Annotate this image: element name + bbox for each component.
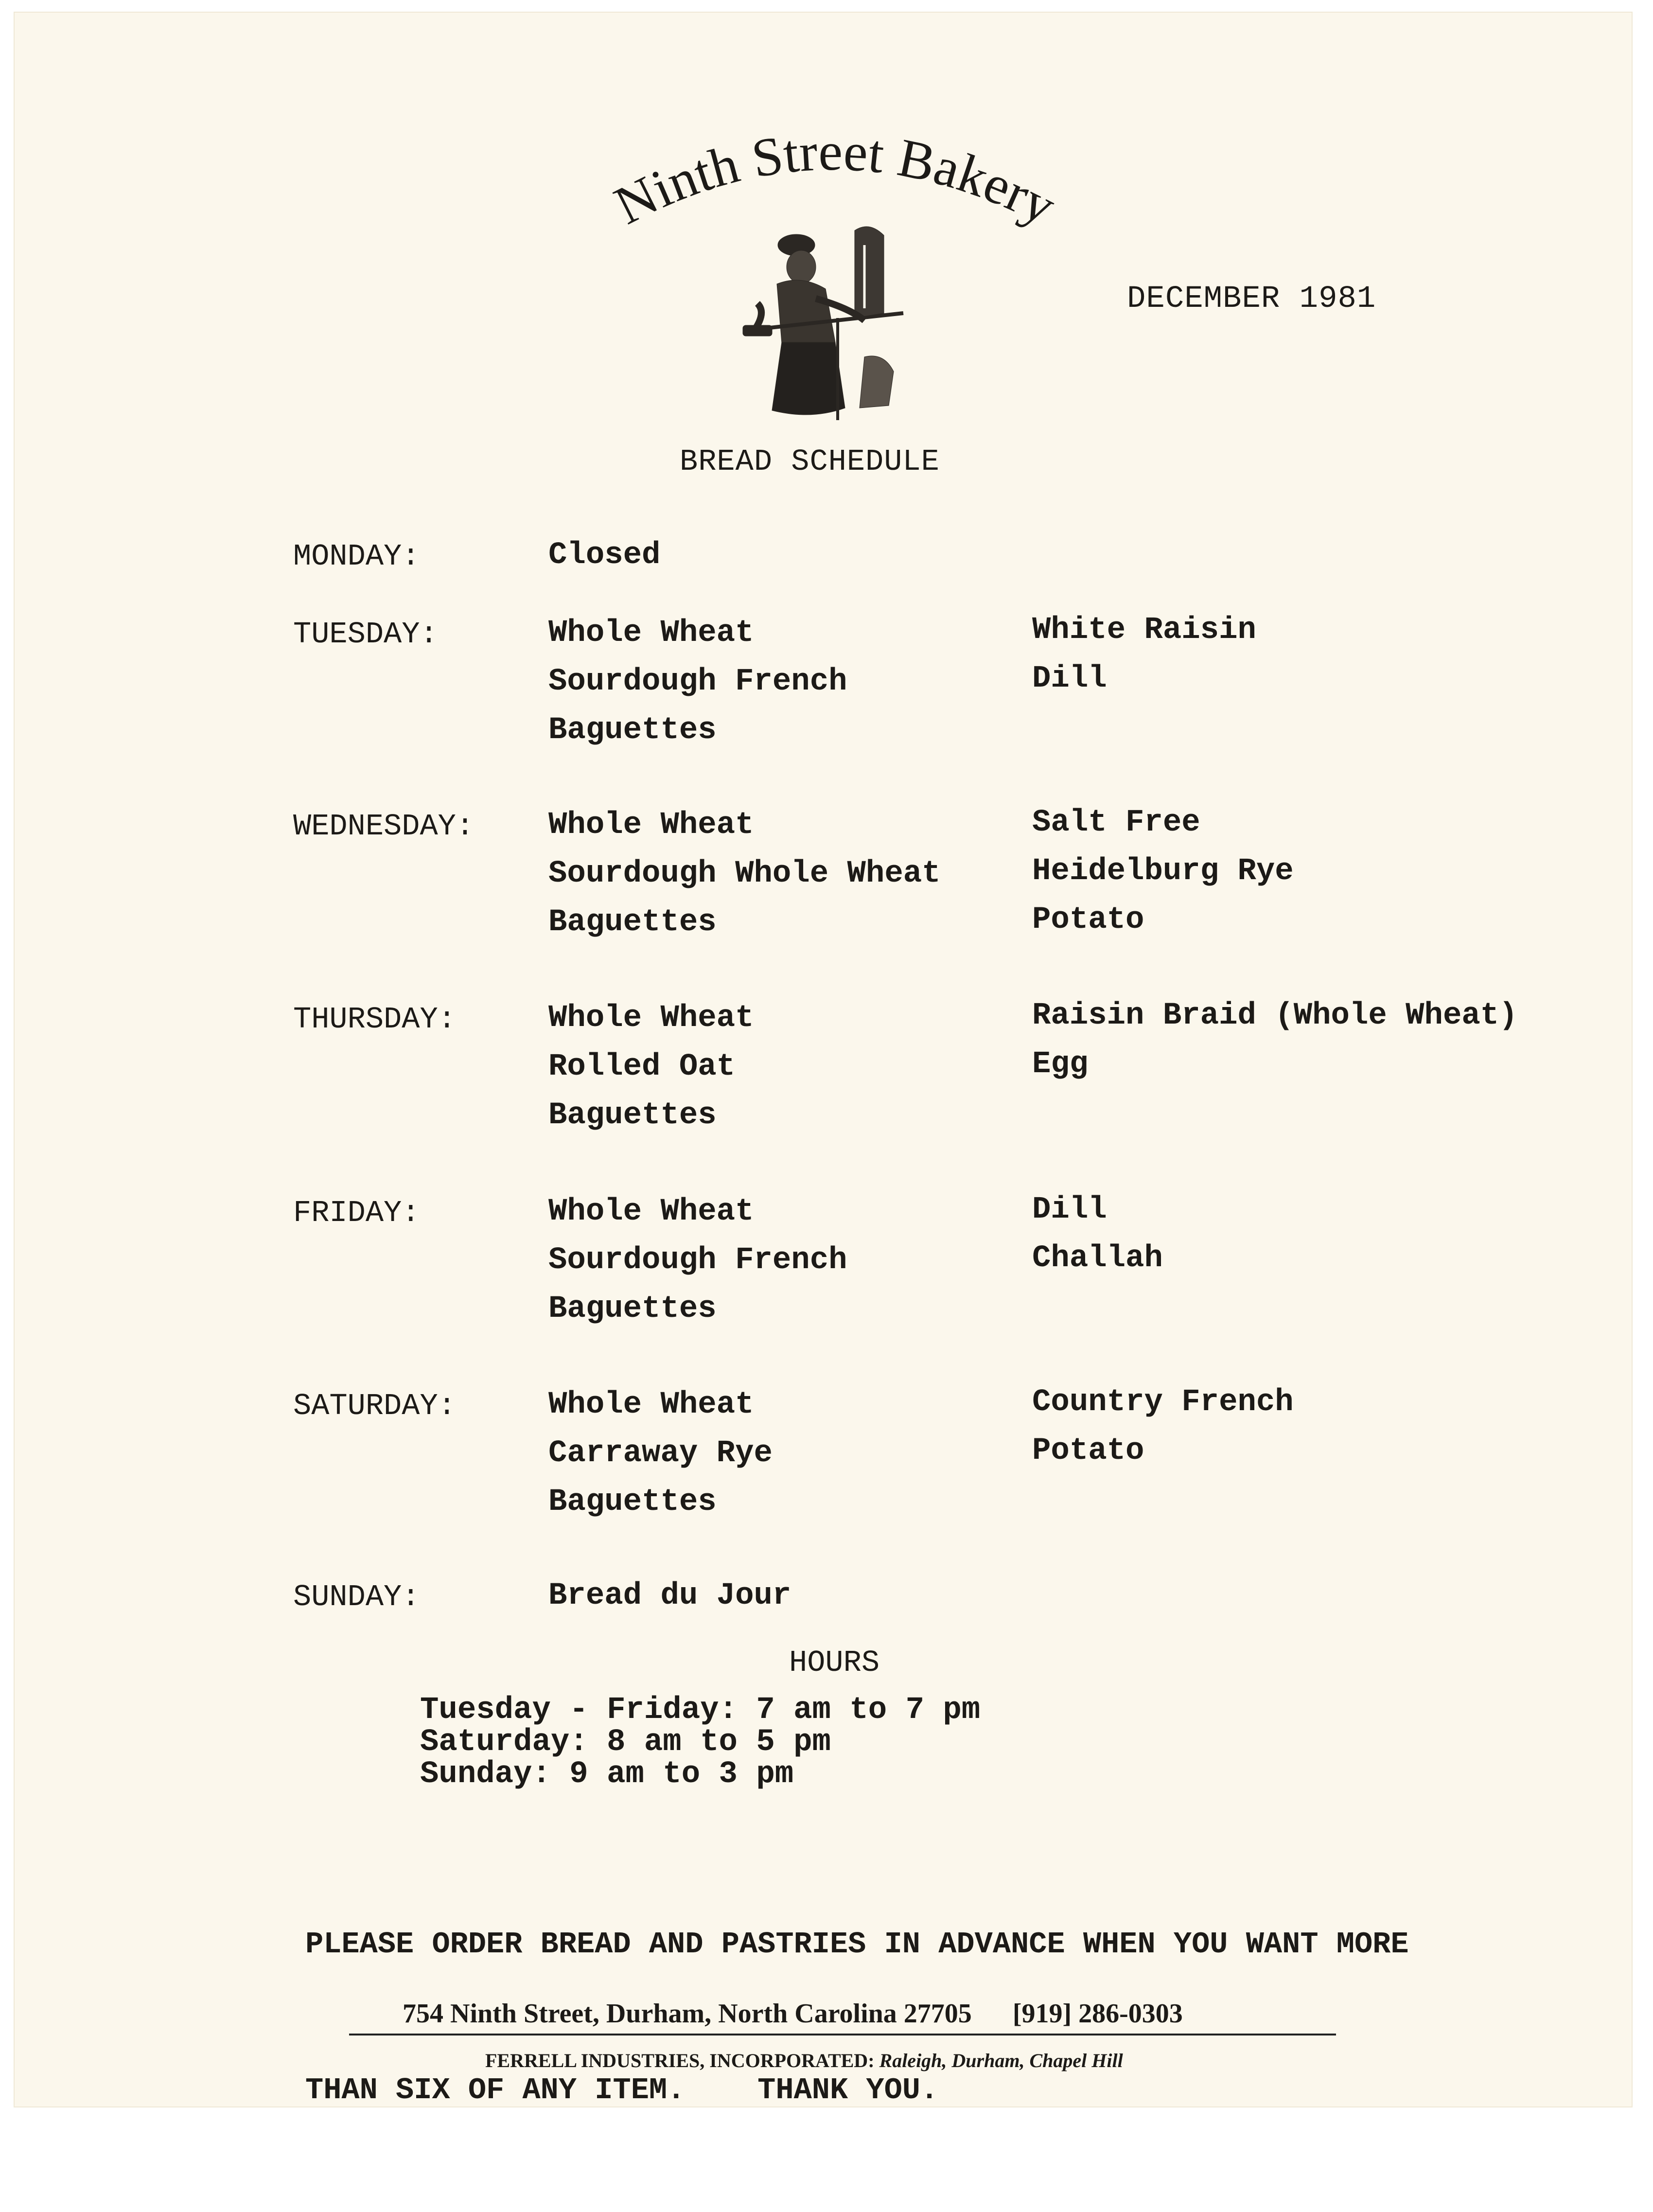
- bread-item: Rolled Oat: [548, 1049, 736, 1084]
- bread-item: Baguettes: [548, 1485, 717, 1520]
- bread-item: Carraway Rye: [548, 1436, 773, 1471]
- bread-item: White Raisin: [1032, 613, 1256, 648]
- wednesday-breads: [548, 801, 941, 947]
- company-cities: Raleigh, Durham, Chapel Hill: [879, 2050, 1123, 2071]
- bakery-name: Ninth Street Bakery: [605, 121, 1065, 237]
- thursday-breads: [548, 994, 754, 1140]
- bread-item: Potato: [1032, 1433, 1144, 1469]
- hours-line: Sunday: 9 am to 3 pm: [420, 1757, 794, 1792]
- day-label-sunday: SUNDAY:: [293, 1580, 420, 1614]
- saturday-breads-extra: [1032, 1378, 1294, 1475]
- bread-item: Bread du Jour: [548, 1578, 791, 1613]
- bread-item: Sourdough Whole Wheat: [548, 856, 941, 891]
- hours-list: [420, 1694, 980, 1790]
- schedule-heading: BREAD SCHEDULE: [680, 444, 940, 479]
- wednesday-breads-extra: [1032, 798, 1294, 944]
- footer-contact: [403, 1998, 1183, 2029]
- saturday-breads: [548, 1380, 773, 1526]
- footer-phone: [919] 286-0303: [1012, 1999, 1183, 2029]
- schedule-date: DECEMBER 1981: [1127, 282, 1376, 317]
- day-label-wednesday: WEDNESDAY:: [293, 809, 475, 844]
- notice-line: PLEASE ORDER BREAD AND PASTRIES IN ADVANCE WHEN YOU WANT MORE: [305, 1927, 1409, 1962]
- monday-breads: [548, 531, 660, 580]
- friday-breads: [548, 1187, 847, 1333]
- bread-item: Dill: [1032, 661, 1107, 696]
- bread-item: Country French: [1032, 1385, 1294, 1420]
- footer-divider: [349, 2034, 1336, 2035]
- bread-item: Raisin Braid (Whole Wheat): [1032, 998, 1518, 1033]
- day-label-friday: FRIDAY:: [293, 1196, 420, 1230]
- bread-item: Baguettes: [548, 713, 717, 748]
- footer-address: 754 Ninth Street, Durham, North Carolina 27705: [403, 1999, 972, 2029]
- hours-line: Tuesday - Friday: 7 am to 7 pm: [420, 1693, 981, 1728]
- bread-item: Sourdough French: [548, 664, 847, 699]
- day-label-tuesday: TUESDAY:: [293, 617, 438, 652]
- friday-breads-extra: [1032, 1186, 1163, 1283]
- bread-item: Heidelburg Rye: [1032, 854, 1294, 889]
- bread-item: Challah: [1032, 1241, 1163, 1276]
- baker-illustration: [738, 216, 913, 425]
- sunday-breads: [548, 1572, 791, 1620]
- thursday-breads-extra: [1032, 991, 1518, 1089]
- bread-item: Salt Free: [1032, 805, 1200, 840]
- footer-company: [485, 2049, 1123, 2072]
- bread-item: Whole Wheat: [548, 1001, 754, 1036]
- bread-item: Sourdough French: [548, 1243, 847, 1278]
- bread-item: Baguettes: [548, 1292, 717, 1327]
- bread-item: Dill: [1032, 1192, 1107, 1227]
- bread-item: Closed: [548, 538, 661, 573]
- company-name: FERRELL INDUSTRIES, INCORPORATED:: [485, 2050, 875, 2071]
- hours-title: HOURS: [789, 1646, 880, 1680]
- day-label-thursday: THURSDAY:: [293, 1002, 456, 1037]
- bread-item: Egg: [1032, 1047, 1089, 1082]
- bread-item: Baguettes: [548, 905, 717, 940]
- bread-item: Potato: [1032, 902, 1144, 938]
- tuesday-breads: [548, 609, 847, 755]
- bread-item: Whole Wheat: [548, 808, 754, 843]
- tuesday-breads-extra: [1032, 606, 1256, 703]
- day-label-saturday: SATURDAY:: [293, 1389, 456, 1423]
- bread-item: Whole Wheat: [548, 616, 754, 651]
- day-label-monday: MONDAY:: [293, 539, 420, 574]
- bread-item: Whole Wheat: [548, 1194, 754, 1229]
- document-page: [14, 12, 1633, 2107]
- bread-item: Whole Wheat: [548, 1387, 754, 1422]
- bread-item: Baguettes: [548, 1098, 717, 1133]
- notice-line: THAN SIX OF ANY ITEM. THANK YOU.: [305, 2073, 939, 2107]
- hours-line: Saturday: 8 am to 5 pm: [420, 1725, 831, 1760]
